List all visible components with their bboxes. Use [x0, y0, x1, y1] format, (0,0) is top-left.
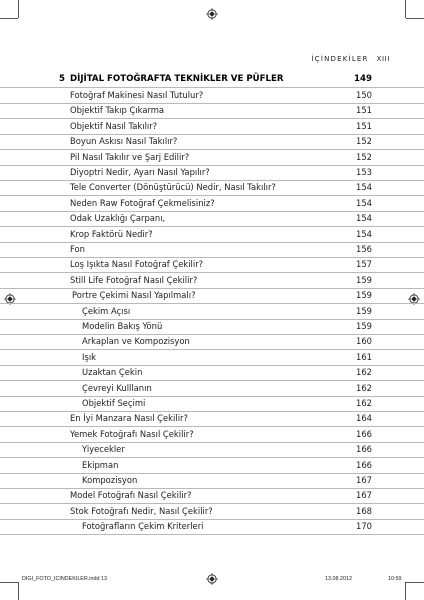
toc-entry-page: 166: [356, 428, 372, 439]
toc-entry-title: Fon: [70, 244, 85, 254]
toc-entry-title: Modelin Bakış Yönü: [82, 321, 163, 331]
slug-date: 13.08.2012: [325, 576, 352, 582]
toc-entry-page: 162: [356, 398, 372, 408]
chapter-page: 149: [354, 74, 372, 84]
toc-entry-title: Ekipman: [82, 459, 119, 470]
slug-file-name: DIGI_FOTO_ICINDEKILER.indd 13: [22, 576, 107, 582]
section-title: İÇİNDEKİLER: [311, 55, 369, 63]
toc-entry-title: Objektif Nasıl Takılır?: [70, 120, 158, 131]
toc-entry-title: Tele Converter (Dönüştürücü) Nedir, Nasıl Takılır?: [70, 182, 276, 193]
toc-entry-page: 159: [356, 305, 372, 316]
toc-entry-page: 164: [356, 413, 372, 424]
chapter-row[interactable]: [0, 71, 424, 88]
toc-entry-page: 162: [356, 367, 372, 378]
toc-entry-page: 151: [356, 105, 372, 116]
toc-entry-page: 168: [356, 505, 372, 516]
toc-entry-page: 154: [356, 213, 372, 224]
toc-entry-title: Objektif Seçimi: [82, 398, 146, 408]
toc-entry-page: 154: [356, 228, 372, 239]
toc-entry-page: 167: [356, 490, 372, 501]
toc-entry-title: Objektif Takıp Çıkarma: [70, 105, 165, 116]
toc-entry-page: 152: [356, 136, 372, 147]
toc-entry-title: Fotoğraf Makinesi Nasıl Tutulur?: [70, 90, 204, 100]
toc-entry-title: Loş Işıkta Nasıl Fotoğraf Çekilir?: [70, 259, 204, 270]
slug-time: 10:59: [388, 576, 402, 582]
toc-entry-page: 154: [356, 182, 372, 193]
toc-entry-title: Stok Fotoğrafı Nedir, Nasıl Çekilir?: [70, 505, 213, 516]
toc-entry-page: 162: [356, 382, 372, 393]
chapter-number: 5: [59, 74, 65, 84]
toc-entry-page: 157: [356, 259, 372, 270]
running-head: [312, 55, 391, 63]
toc-entry-title: Odak Uzaklığı Çarpanı,: [70, 213, 166, 224]
toc-entry-page: 166: [356, 459, 372, 470]
toc-entry-title: Diyoptri Nedir, Ayarı Nasıl Yapılır?: [70, 167, 210, 177]
chapter-title: DİJİTAL FOTOĞRAFTA TEKNİKLER VE PÜFLER: [70, 74, 284, 84]
toc-entry-page: 154: [356, 197, 372, 208]
toc-entry-page: 159: [356, 274, 372, 285]
registration-target-icon: [206, 8, 218, 20]
toc-entry-page: 159: [356, 290, 372, 301]
toc-entry-title: Pil Nasıl Takılır ve Şarj Edilir?: [70, 151, 190, 162]
toc-entry-page: 166: [356, 444, 372, 455]
toc-entry-title: Still Life Fotoğraf Nasıl Çekilir?: [70, 274, 198, 285]
toc-entry-title: Çekim Açısı: [82, 305, 131, 316]
toc-entry-title: Uzaktan Çekin: [82, 367, 143, 378]
toc-entry-title: Kompozisyon: [82, 475, 138, 485]
toc-entry-page: 170: [356, 521, 372, 532]
toc-entry-title: Portre Çekimi Nasıl Yapılmalı?: [72, 290, 196, 301]
page-number-roman: XIII: [376, 55, 390, 63]
toc-entry-page: 152: [356, 151, 372, 162]
toc-entry-title: Model Fotoğrafı Nasıl Çekilir?: [70, 490, 192, 501]
toc-entry-title: Krop Faktörü Nedir?: [70, 228, 153, 239]
registration-target-icon: [206, 573, 218, 585]
toc-entry-page: 156: [356, 244, 372, 254]
toc-entry-title: Yiyecekler: [82, 444, 125, 455]
toc-entry-page: 161: [356, 351, 372, 362]
toc-entry-title: Çevreyi Kulllanın: [82, 382, 152, 393]
toc-entry-title: En İyi Manzara Nasıl Çekilir?: [70, 413, 188, 424]
toc-entry-title: Fotoğrafların Çekim Kriterleri: [82, 521, 204, 532]
toc-entry-title: Arkaplan ve Kompozisyon: [82, 336, 190, 347]
toc-entry-title: Yemek Fotoğrafı Nasıl Çekilir?: [70, 428, 194, 439]
toc-entry-title: Neden Raw Fotoğraf Çekmelisiniz?: [70, 197, 215, 208]
toc-entry-page: 150: [356, 90, 372, 100]
toc-entry-page: 159: [356, 321, 372, 331]
toc-entry-page: 151: [356, 120, 372, 131]
toc-entry-title: Boyun Askısı Nasıl Takılır?: [70, 136, 178, 147]
toc-entry-page: 160: [356, 336, 372, 347]
toc-entry-title: Işık: [82, 351, 97, 362]
toc-entry-page: 167: [356, 475, 372, 485]
toc-entry-page: 153: [356, 167, 372, 177]
toc-entry[interactable]: [0, 518, 424, 535]
